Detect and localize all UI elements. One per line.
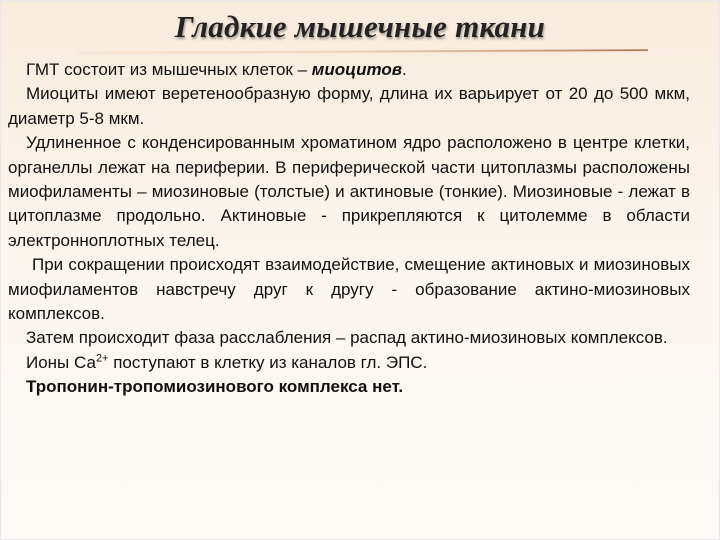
title-area: [0, 6, 720, 62]
paragraph-5: Затем происходит фаза расслабления – распад актино-миозиновых комплексов.: [26, 328, 668, 348]
paragraph-6-text-after: поступают в клетку из каналов гл. ЭПС.: [108, 352, 428, 372]
paragraph-1-text-before: ГМТ состоит из мышечных клеток –: [26, 60, 312, 79]
paragraph-1: [8, 58, 690, 82]
content-text: [8, 58, 690, 400]
paragraph-3: Удлиненное с конденсированным хроматином ядро расположено в центре клетки, органеллы лежат на периферии. В периферической части цитоплазмы расположены миофиламенты – миозиновые (толстые) и актиновые (тонкие). Миозиновые - лежат в цитоплазме продольно. Актиновые - прикрепляются к цитолемме в области электронноплотных телец.: [8, 133, 690, 250]
paragraph-6: [8, 351, 690, 375]
title-underline: [78, 46, 648, 56]
paragraph-6-text-before: Ионы Са: [26, 352, 96, 372]
page-title: Гладкие мышечные ткани: [174, 9, 546, 44]
paragraph-2: Миоциты имеют веретенообразную форму, длина их варьирует от 20 до 500 мкм, диаметр 5-8 мкм.: [8, 84, 690, 128]
paragraph-1-text-after: .: [402, 60, 407, 79]
paragraph-7: Тропонин-тропомиозинового комплекса нет.: [26, 377, 404, 397]
calcium-charge-superscript: 2+: [95, 352, 109, 365]
paragraph-1-emphasis: миоцитов: [311, 60, 403, 79]
paragraph-4: При сокращении происходят взаимодействие, смещение актиновых и миозиновых миофиламентов навстречу друг к другу - образование актино-миозиновых комплексов.: [8, 255, 690, 324]
